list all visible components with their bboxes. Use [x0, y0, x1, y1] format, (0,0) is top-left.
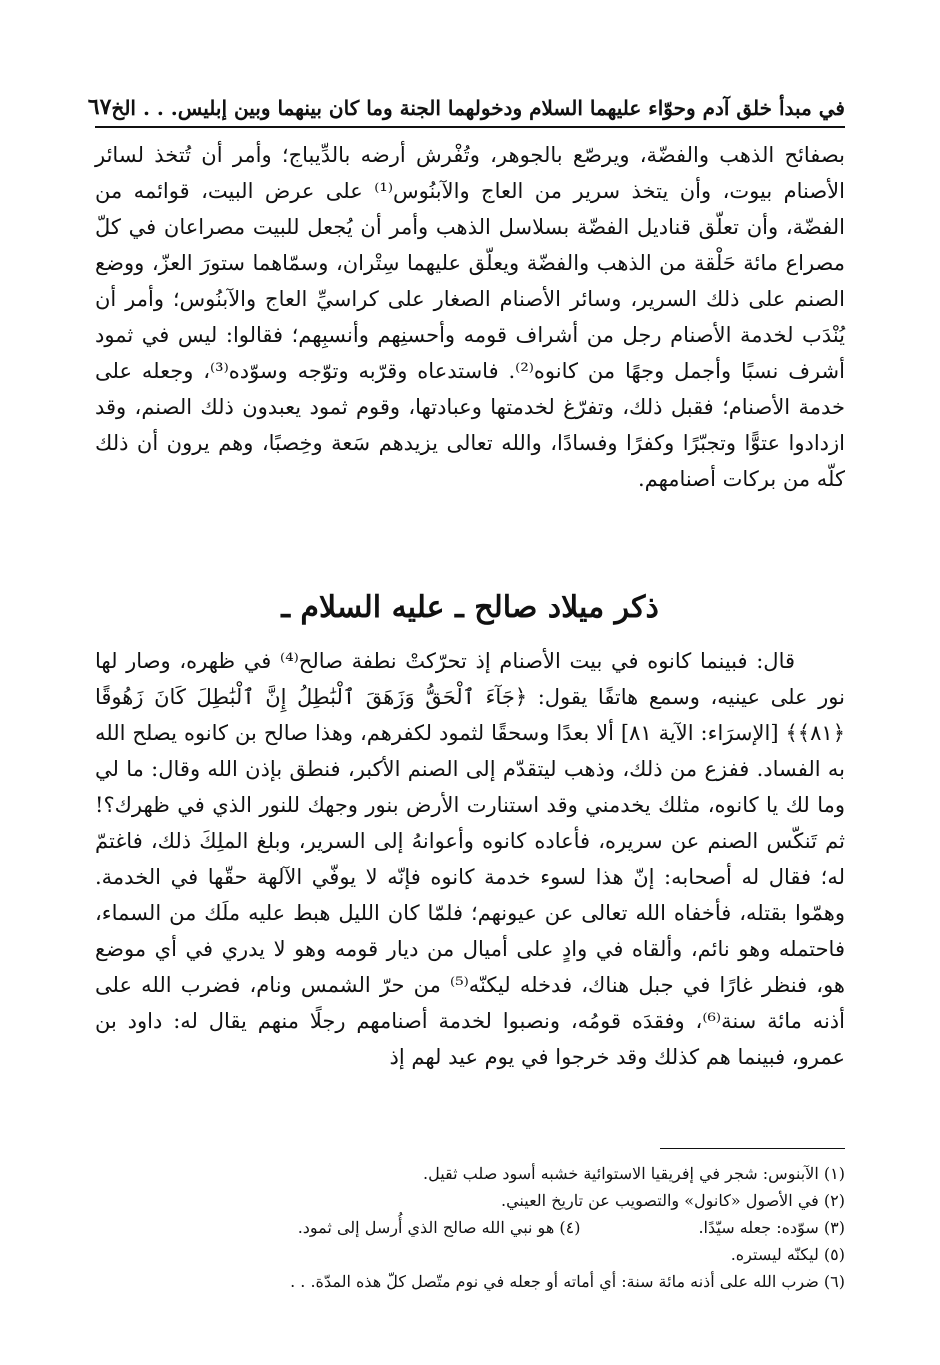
- header-title: في مبدأ خلق آدم وحوّاء عليهما السلام ودخولهما الجنة وما كان بينهما وبين إبليس. . . الخ: [111, 96, 845, 120]
- paragraph: قال: فبينما كانوه في بيت الأصنام إذ تحرّكتْ نطفة صالح⁽⁴⁾ في ظهره، وصار لها نور على عينيه، وسمع هاتفًا يقول: ﴿جَآءَ ٱلْحَقُّ وَزَهَقَ ٱلْبَٰطِلُ إِنَّ ٱلْبَٰطِلَ كَانَ زَهُوقًا ﴿٨١﴾﴾ [الإسرَاء: الآية ٨١] ألا بعدًا وسحقًا لثمود لكفرهم، وهذا صالح بن كانوه يصلح الله به الفساد. ففزع من ذلك، وذهب ليتقدّم إلى الصنم الأكبر، فنطق بإذن الله وقال: ما لي وما لك يا كانوه، مثلك يخدمني وقد استنارت الأرض بنور وجهك للنور الذي في ظهرك؟! ثم تَنكّس الصنم عن سريره، فأعاده كانوه وأعوانهُ إلى السرير، وبلغ الملِكَ ذلك، فاغتمّ له؛ فقال له أصحابه: إنّ هذا لسوء خدمة كانوه فإنّه لا يوفّي الآلهة حقّها في الخدمة. وهمّوا بقتله، فأخفاه الله تعالى عن عيونهم؛ فلمّا كان الليل هبط عليه ملَك من السماء، فاحتمله وهو نائم، وألقاه في وادٍ على أميال من ديار قومه وهو لا يدري في أي موضع هو، فنظر غارًا في جبل هناك، فدخله ليكنّه⁽⁵⁾ من حرّ الشمس ونام، فضرب الله على أذنه مائة سنة⁽⁶⁾، وفقدَه قومُه، ونصبوا لخدمة أصنامهم رجلًا منهم يقال له: داود بن عمرو، فبينما هم كذلك وقد خرجوا في يوم عيد لهم إذ: [95, 649, 845, 1069]
- footnote-3: (٣) سوّده: جعله سيّدًا.: [698, 1218, 845, 1237]
- footnote-spacer: [594, 1214, 684, 1241]
- running-header: [87, 80, 845, 120]
- footnote-2: (٢) في الأصول «كانول» والتصويب عن تاريخ العيني.: [501, 1191, 845, 1210]
- body-text-part2: [95, 643, 845, 1075]
- paragraph: بصفائح الذهب والفضّة، ويرصّع بالجوهر، وتُفْرش أرضه بالدِّيباج؛ وأمر أن تُتخذ لسائر الأصنام بيوت، وأن يتخذ سرير من العاج والآبنُوس⁽¹⁾ على عرض البيت، قوائمه من الفضّة، وأن تعلّق قناديل الفضّة بسلاسل الذهب وأمر أن يُجعل للبيت مصراعان في كلّ مصراع مائة حَلْقة من الذهب والفضّة ويعلّق عليهما سِتْران، وسمّاهما ستورَ العزّ، ووضع الصنم على ذلك السرير، وسائر الأصنام الصغار على كراسيِّ العاج والآبنُوس؛ وأمر أن يُنْدَب لخدمة الأصنام رجل من أشراف قومه وأحسنِهم وأنسبِهم؛ فقالوا: ليس في ثمود أشرف نسبًا وأجمل وجهًا من كانوه⁽²⁾. فاستدعاه وقرّبه وتوّجه وسوّده⁽³⁾، وجعله على خدمة الأصنام؛ فقبل ذلك، وتفرّغ لخدمتها وعبادتها، وقوم ثمود يعبدون ذلك الصنم، وقد ازدادوا عتوًّا وتجبّرًا وكفرًا وفسادًا، والله تعالى يزيدهم سَعة وخِصبًا، وهم يرون أن ذلك كلّه من بركات أصنامهم.: [95, 143, 845, 491]
- body-text-part1: [95, 137, 845, 497]
- section-heading: ذكر ميلاد صالح ـ عليه السلام ـ: [281, 590, 659, 625]
- footnote-4: (٤) هو نبي الله صالح الذي أُرسل إلى ثمود.: [297, 1218, 581, 1237]
- footnote-1: (١) الآبنوس: شجر في إفريقيا الاستوائية خشبه أسود صلب ثقيل.: [423, 1164, 845, 1183]
- page-number: ٦٧: [87, 94, 112, 120]
- footnote-divider: [660, 1148, 845, 1149]
- footnote-6: (٦) ضرب الله على أذنه مائة سنة: أي أماته أو جعله في نوم متّصل كلّ هذه المدّة. . .: [290, 1272, 845, 1291]
- footnote-row-3-4: [95, 1214, 845, 1241]
- footnote-5: (٥) ليكنّه ليستره.: [730, 1245, 845, 1264]
- header-divider: [95, 126, 845, 128]
- footnotes: [95, 1160, 845, 1295]
